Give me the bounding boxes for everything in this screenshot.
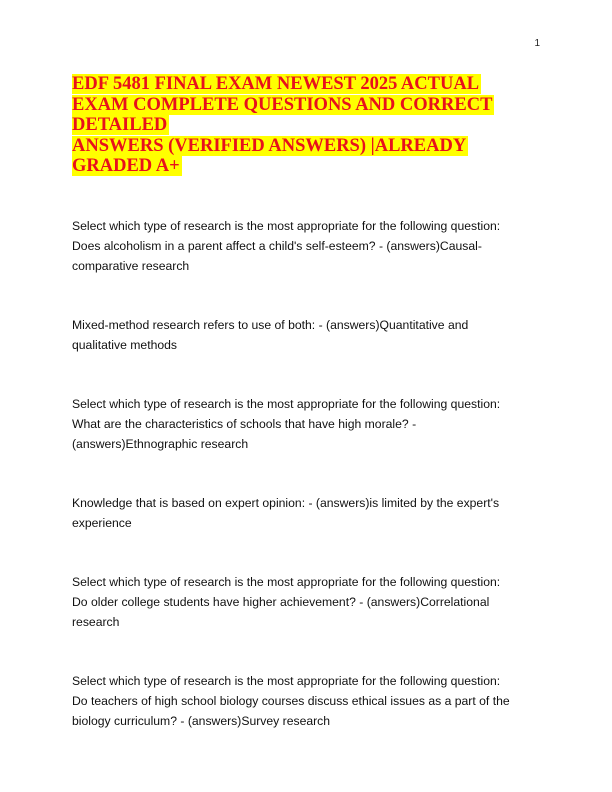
page-number: 1 (534, 38, 540, 49)
title-line-text: EDF 5481 FINAL EXAM NEWEST 2025 ACTUAL (72, 74, 480, 94)
question-answer-item (72, 216, 542, 276)
qa-line: Select which type of research is the most appropriate for the following question: (72, 575, 501, 589)
title-line (72, 115, 542, 136)
qa-line: What are the characteristics of schools that have high morale? - (72, 417, 417, 431)
qa-line: biology curriculum? - (answers)Survey research (72, 714, 331, 728)
qa-line: Mixed-method research refers to use of both: - (answers)Quantitative and (72, 318, 469, 332)
qa-line: research (72, 615, 120, 629)
title-line (72, 156, 542, 177)
title-line-text: ANSWERS (VERIFIED ANSWERS) |ALREADY (72, 135, 467, 156)
qa-line: qualitative methods (72, 338, 178, 352)
qa-line: Select which type of research is the most appropriate for the following question: (72, 397, 501, 411)
qa-line: Does alcoholism in a parent affect a child's self-esteem? - (answers)Causal- (72, 239, 482, 253)
qa-line: experience (72, 516, 132, 530)
question-answer-item (72, 315, 542, 355)
qa-line: (answers)Ethnographic research (72, 437, 249, 451)
qa-line: Select which type of research is the most appropriate for the following question: (72, 674, 501, 688)
title-line (72, 136, 542, 157)
question-answer-list (72, 216, 542, 731)
document-title (72, 74, 542, 177)
title-line (72, 95, 542, 116)
question-answer-item (72, 572, 542, 632)
qa-line: Knowledge that is based on expert opinion: - (answers)is limited by the expert's (72, 496, 500, 510)
title-line-text: GRADED A+ (72, 156, 180, 176)
title-line-text: EXAM COMPLETE QUESTIONS AND CORRECT (72, 94, 493, 115)
title-line (72, 74, 542, 95)
qa-line: comparative research (72, 259, 190, 273)
qa-line: Do older college students have higher achievement? - (answers)Correlational (72, 595, 490, 609)
qa-line: Do teachers of high school biology courses discuss ethical issues as a part of the (72, 694, 510, 708)
question-answer-item (72, 671, 542, 731)
title-line-text: DETAILED (72, 115, 168, 135)
question-answer-item (72, 493, 542, 533)
question-answer-item (72, 394, 542, 454)
qa-line: Select which type of research is the most appropriate for the following question: (72, 219, 501, 233)
